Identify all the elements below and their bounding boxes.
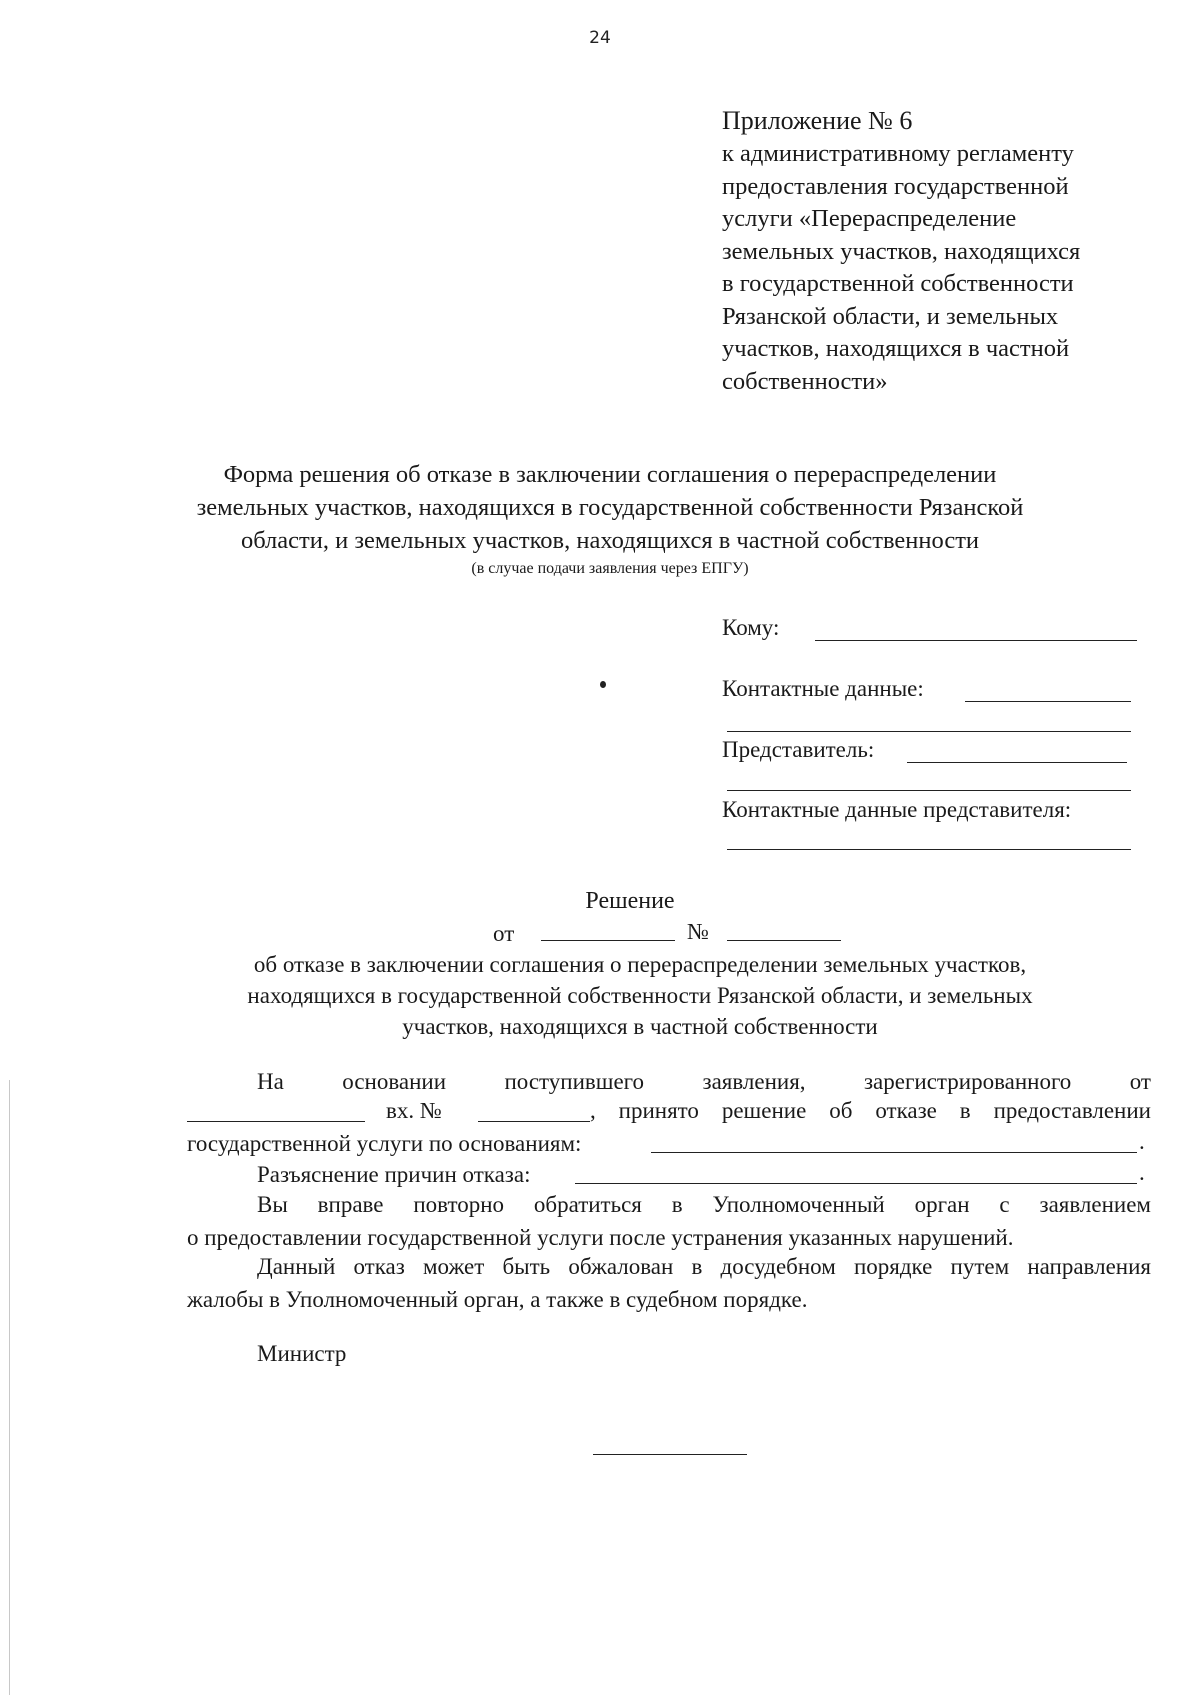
decision-subtitle: [150, 949, 1130, 1042]
appendix-line: собственности»: [722, 367, 888, 395]
form-title-line: земельных участков, находящихся в государственной собственности Рязанской: [196, 494, 1024, 521]
word: зарегистрированного: [863, 1069, 1072, 1094]
representative-contacts-input-line[interactable]: [727, 849, 1131, 850]
word: от: [1129, 1069, 1151, 1094]
paragraph-4-line-2: жалобы в Уполномоченный орган, а также в судебном порядке.: [187, 1287, 808, 1312]
incoming-number-label: вх. №: [386, 1098, 442, 1123]
paragraph-1-line-3: государственной услуги по основаниям:: [187, 1131, 582, 1156]
word: поступившего: [504, 1069, 645, 1094]
appendix-title: Приложение № 6: [722, 106, 913, 135]
word: заявления,: [702, 1069, 806, 1094]
period: .: [1139, 1129, 1145, 1154]
signature-line[interactable]: [593, 1454, 747, 1455]
paragraph-2: Разъяснение причин отказа:: [257, 1162, 531, 1187]
decision-number-line[interactable]: [727, 940, 841, 941]
reasons-line[interactable]: [575, 1183, 1137, 1184]
contacts-label: Контактные данные:: [722, 676, 924, 701]
appendix-line: предоставления государственной: [722, 172, 1069, 200]
period: .: [1139, 1160, 1145, 1185]
grounds-line[interactable]: [651, 1152, 1137, 1153]
scan-dot: [600, 681, 606, 688]
scan-edge: [9, 1080, 10, 1695]
page-number: 24: [589, 28, 611, 48]
word: На: [257, 1069, 284, 1094]
to-input-line[interactable]: [815, 640, 1137, 641]
decision-date-label: от: [493, 921, 515, 946]
paragraph-3-line-2: о предоставлении государственной услуги после устранения указанных нарушений.: [187, 1225, 1014, 1250]
representative-contacts-label: Контактные данные представителя:: [722, 797, 1072, 822]
form-note: (в случае подачи заявления через ЕПГУ): [471, 560, 749, 577]
incoming-number-line[interactable]: [478, 1121, 590, 1122]
decision-subtitle-line: находящихся в государственной собственности Рязанской области, и земельных: [247, 983, 1033, 1008]
paragraph-3-line-1: Вы вправе повторно обратиться в Уполномоченный орган с заявлением: [257, 1192, 1151, 1217]
appendix-line: услуги «Перераспределение: [722, 205, 1017, 232]
appendix-line: земельных участков, находящихся: [722, 237, 1081, 265]
form-title: [150, 458, 1070, 557]
form-title-line: Форма решения об отказе в заключении соглашения о перераспределении: [223, 461, 997, 488]
appendix-line: Рязанской области, и земельных: [722, 302, 1059, 330]
contacts-input-line[interactable]: [965, 701, 1131, 702]
appendix-header: [722, 104, 1162, 398]
decision-date-line[interactable]: [541, 940, 675, 941]
appendix-line: участков, находящихся в частной: [722, 335, 1070, 362]
word: основании: [342, 1069, 447, 1094]
contacts-input-line-2[interactable]: [727, 731, 1131, 732]
paragraph-1-line-2: , принято решение об отказе в предоставлении: [590, 1098, 1151, 1123]
signature-title: Министр: [257, 1341, 347, 1366]
appendix-line: в государственной собственности: [722, 270, 1074, 297]
decision-heading: Решение: [585, 888, 675, 914]
representative-label: Представитель:: [722, 737, 875, 762]
to-label: Кому:: [722, 615, 780, 640]
decision-number-label: №: [687, 919, 709, 944]
representative-input-line[interactable]: [907, 762, 1127, 763]
paragraph-1-line-1: [257, 1066, 1151, 1097]
appendix-line: к административному регламенту: [722, 140, 1074, 167]
decision-subtitle-line: участков, находящихся в частной собственности: [402, 1014, 878, 1039]
paragraph-4-line-1: Данный отказ может быть обжалован в досудебном порядке путем направления: [257, 1254, 1151, 1279]
representative-input-line-2[interactable]: [727, 790, 1131, 791]
decision-subtitle-line: об отказе в заключении соглашения о перераспределении земельных участков,: [253, 952, 1027, 977]
registration-date-line[interactable]: [187, 1121, 365, 1122]
form-title-line: области, и земельных участков, находящихся в частной собственности: [240, 527, 980, 554]
